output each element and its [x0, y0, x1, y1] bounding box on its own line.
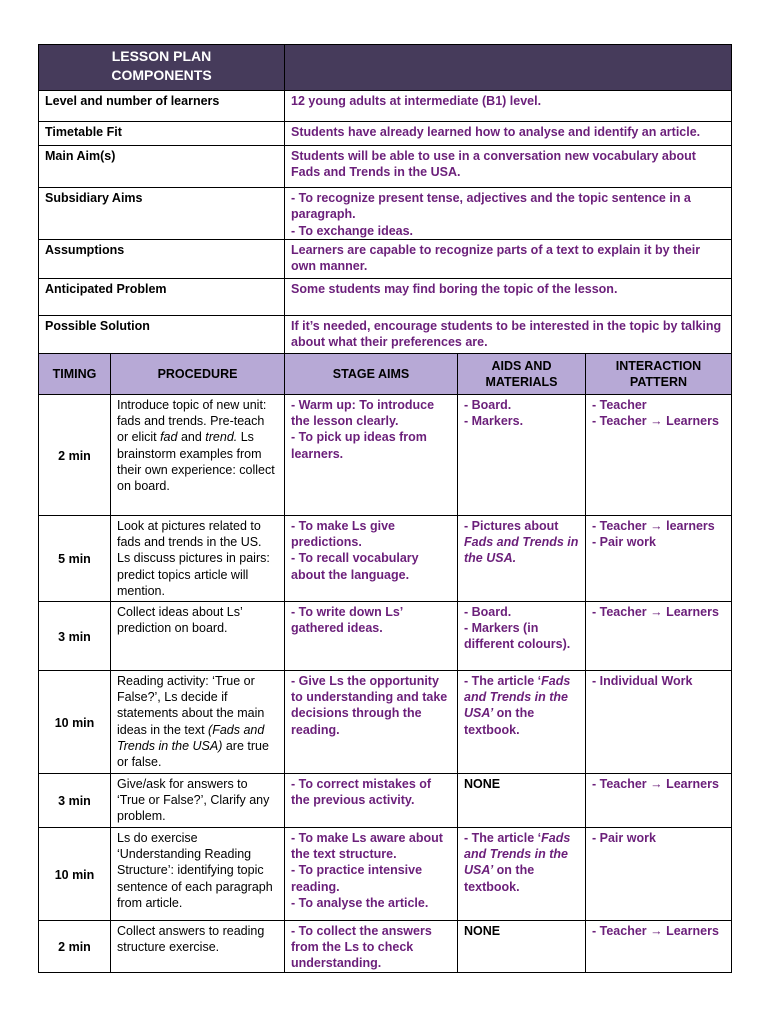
- stage-aim-line: - To pick up ideas from learners.: [291, 430, 427, 461]
- text-run: (Fads and Trends in the USA): [117, 722, 265, 754]
- component-row: [39, 239, 732, 278]
- text-run: - Markers (in different colours).: [464, 621, 571, 652]
- text-run: on the textbook.: [464, 863, 535, 894]
- procedure-row: [39, 515, 732, 601]
- component-label: Assumptions: [39, 239, 285, 278]
- interaction-line: - Teacher → Learners: [592, 776, 719, 791]
- component-value-line: Students have already learned how to analyse and identify an article.: [291, 125, 701, 139]
- interaction-cell: [586, 670, 732, 773]
- text-run: trend.: [205, 430, 238, 445]
- component-row: [39, 278, 732, 315]
- component-value: [285, 146, 732, 188]
- component-row: [39, 188, 732, 240]
- text-run: Fads and Trends in the USA.: [464, 535, 579, 566]
- stage-aims-cell: [285, 670, 458, 773]
- interaction-cell: [586, 827, 732, 920]
- stage-aims-cell: [285, 773, 458, 827]
- component-row: [39, 146, 732, 188]
- interaction-line: - Teacher → Learners: [592, 414, 719, 429]
- procedure-cell: [111, 773, 285, 827]
- timing-cell: 10 min: [39, 827, 111, 920]
- aid-item: [464, 673, 579, 738]
- header-timing: TIMING: [39, 353, 111, 394]
- procedure-row: [39, 827, 732, 920]
- text-run: on the textbook.: [464, 706, 535, 737]
- procedure-row: [39, 670, 732, 773]
- component-value: [285, 278, 732, 315]
- text-run: Give/ask for answers to ‘True or False?’, Clarify any problem.: [117, 776, 270, 824]
- component-value-line: Learners are capable to recognize parts of a text to explain it by their own manner.: [291, 242, 701, 274]
- stage-aims-cell: [285, 920, 458, 972]
- timing-cell: 10 min: [39, 670, 111, 773]
- text-run: fad: [160, 430, 178, 445]
- component-value: [285, 239, 732, 278]
- text-run: - Board.: [464, 397, 512, 412]
- procedure-header-row: [39, 353, 732, 394]
- stage-aim-line: - To make Ls give predictions.: [291, 518, 395, 550]
- stage-aim-line: - Warm up: To introduce the lesson clearly.: [291, 397, 435, 429]
- procedure-cell: [111, 601, 285, 670]
- interaction-cell: [586, 394, 732, 515]
- title-line-1: LESSON PLAN: [111, 48, 212, 64]
- procedure-table: [38, 353, 732, 973]
- text-run: - Pictures about: [464, 518, 559, 533]
- stage-aims-cell: [285, 394, 458, 515]
- component-value-line: 12 young adults at intermediate (B1) level.: [291, 94, 542, 108]
- component-value: [285, 91, 732, 122]
- text-run: Collect ideas about Ls’ prediction on board.: [117, 604, 243, 636]
- aid-item: [464, 620, 579, 653]
- interaction-line: - Pair work: [592, 535, 656, 550]
- components-header-blank: [285, 45, 732, 91]
- component-row: [39, 91, 732, 122]
- header-stage-aims: STAGE AIMS: [285, 353, 458, 394]
- aids-cell: [458, 394, 586, 515]
- interaction-line: - Teacher → learners: [592, 518, 715, 533]
- component-value-line: - To exchange ideas.: [291, 223, 414, 238]
- timing-cell: 3 min: [39, 601, 111, 670]
- interaction-line: - Pair work: [592, 830, 656, 845]
- procedure-cell: [111, 827, 285, 920]
- component-label: Subsidiary Aims: [39, 188, 285, 240]
- stage-aim-line: - To practice intensive reading.: [291, 863, 423, 894]
- text-run: - Board.: [464, 604, 512, 619]
- text-run: are true or false.: [117, 739, 269, 770]
- header-aids: AIDS AND MATERIALS: [458, 353, 586, 394]
- procedure-row: [39, 920, 732, 972]
- interaction-cell: [586, 601, 732, 670]
- aids-cell: [458, 601, 586, 670]
- aids-cell: NONE: [458, 773, 586, 827]
- stage-aims-cell: [285, 601, 458, 670]
- component-label: Main Aim(s): [39, 146, 285, 188]
- stage-aim-line: - To recall vocabulary about the language.: [291, 551, 419, 582]
- aids-cell: [458, 515, 586, 601]
- text-run: - The article ‘: [464, 830, 542, 845]
- text-run: Ls brainstorm examples from their own experience: collect on board.: [117, 430, 275, 494]
- title-line-2: COMPONENTS: [111, 67, 212, 83]
- component-value-line: Students will be able to use in a conversation new vocabulary about Fads and Trends in the USA.: [291, 149, 696, 180]
- components-table: [38, 44, 732, 354]
- aid-item: [464, 604, 579, 620]
- procedure-cell: [111, 920, 285, 972]
- stage-aim-line: - Give Ls the opportunity to understanding and take decisions through the reading.: [291, 673, 448, 737]
- lesson-plan-document: [38, 44, 731, 973]
- text-run: Collect answers to reading structure exercise.: [117, 923, 265, 955]
- component-label: Timetable Fit: [39, 122, 285, 146]
- text-run: Ls do exercise ‘Understanding Reading Structure’: identifying topic sentence of each paragraph from article.: [117, 830, 273, 911]
- component-row: [39, 315, 732, 353]
- interaction-cell: [586, 920, 732, 972]
- component-label: Possible Solution: [39, 315, 285, 353]
- component-value: [285, 188, 732, 240]
- header-interaction: INTERACTION PATTERN: [586, 353, 732, 394]
- text-run: - The article ‘: [464, 673, 542, 688]
- stage-aim-line: - To correct mistakes of the previous activity.: [291, 776, 432, 808]
- aids-cell: [458, 670, 586, 773]
- procedure-cell: [111, 515, 285, 601]
- procedure-cell: [111, 670, 285, 773]
- stage-aims-cell: [285, 515, 458, 601]
- text-run: Fads and Trends in the USA’: [464, 830, 571, 878]
- interaction-cell: [586, 515, 732, 601]
- aid-item: [464, 397, 579, 413]
- text-run: Fads and Trends in the USA’: [464, 673, 571, 721]
- component-value-line: Some students may find boring the topic of the lesson.: [291, 281, 618, 296]
- procedure-row: [39, 773, 732, 827]
- timing-cell: 5 min: [39, 515, 111, 601]
- aid-item: [464, 518, 579, 567]
- aids-cell: NONE: [458, 920, 586, 972]
- stage-aim-line: - To write down Ls’ gathered ideas.: [291, 604, 403, 636]
- component-label: Anticipated Problem: [39, 278, 285, 315]
- stage-aim-line: - To collect the answers from the Ls to check understanding.: [291, 923, 432, 971]
- procedure-cell: [111, 394, 285, 515]
- timing-cell: 3 min: [39, 773, 111, 827]
- procedure-row: [39, 394, 732, 515]
- interaction-line: - Teacher → Learners: [592, 923, 719, 938]
- component-value: [285, 315, 732, 353]
- text-run: Look at pictures related to fads and trends in the US. Ls discuss pictures in pairs: predict topics article will mention.: [117, 518, 270, 599]
- stage-aim-line: - To analyse the article.: [291, 896, 429, 911]
- component-value-line: If it’s needed, encourage students to be interested in the topic by talking about what their preferences are.: [291, 318, 722, 350]
- interaction-line: - Teacher → Learners: [592, 604, 719, 619]
- text-run: - Markers.: [464, 414, 524, 429]
- text-run: Introduce topic of new unit: fads and trends. Pre-teach or elicit: [117, 397, 267, 445]
- components-header-row: [39, 45, 732, 91]
- components-title: [39, 45, 285, 91]
- component-label: Level and number of learners: [39, 91, 285, 122]
- interaction-line: - Individual Work: [592, 673, 693, 688]
- timing-cell: 2 min: [39, 920, 111, 972]
- procedure-row: [39, 601, 732, 670]
- aid-item: [464, 413, 579, 429]
- aid-item: [464, 830, 579, 895]
- interaction-line: - Teacher: [592, 397, 647, 412]
- component-row: [39, 122, 732, 146]
- text-run: Reading activity: ‘True or False?’, Ls decide if statements about the main ideas in the text: [117, 673, 265, 737]
- component-value-line: - To recognize present tense, adjectives and the topic sentence in a paragraph.: [291, 191, 691, 222]
- timing-cell: 2 min: [39, 394, 111, 515]
- stage-aim-line: - To make Ls aware about the text structure.: [291, 830, 443, 862]
- aids-cell: [458, 827, 586, 920]
- header-procedure: PROCEDURE: [111, 353, 285, 394]
- text-run: and: [177, 430, 206, 445]
- component-value: [285, 122, 732, 146]
- stage-aims-cell: [285, 827, 458, 920]
- interaction-cell: [586, 773, 732, 827]
